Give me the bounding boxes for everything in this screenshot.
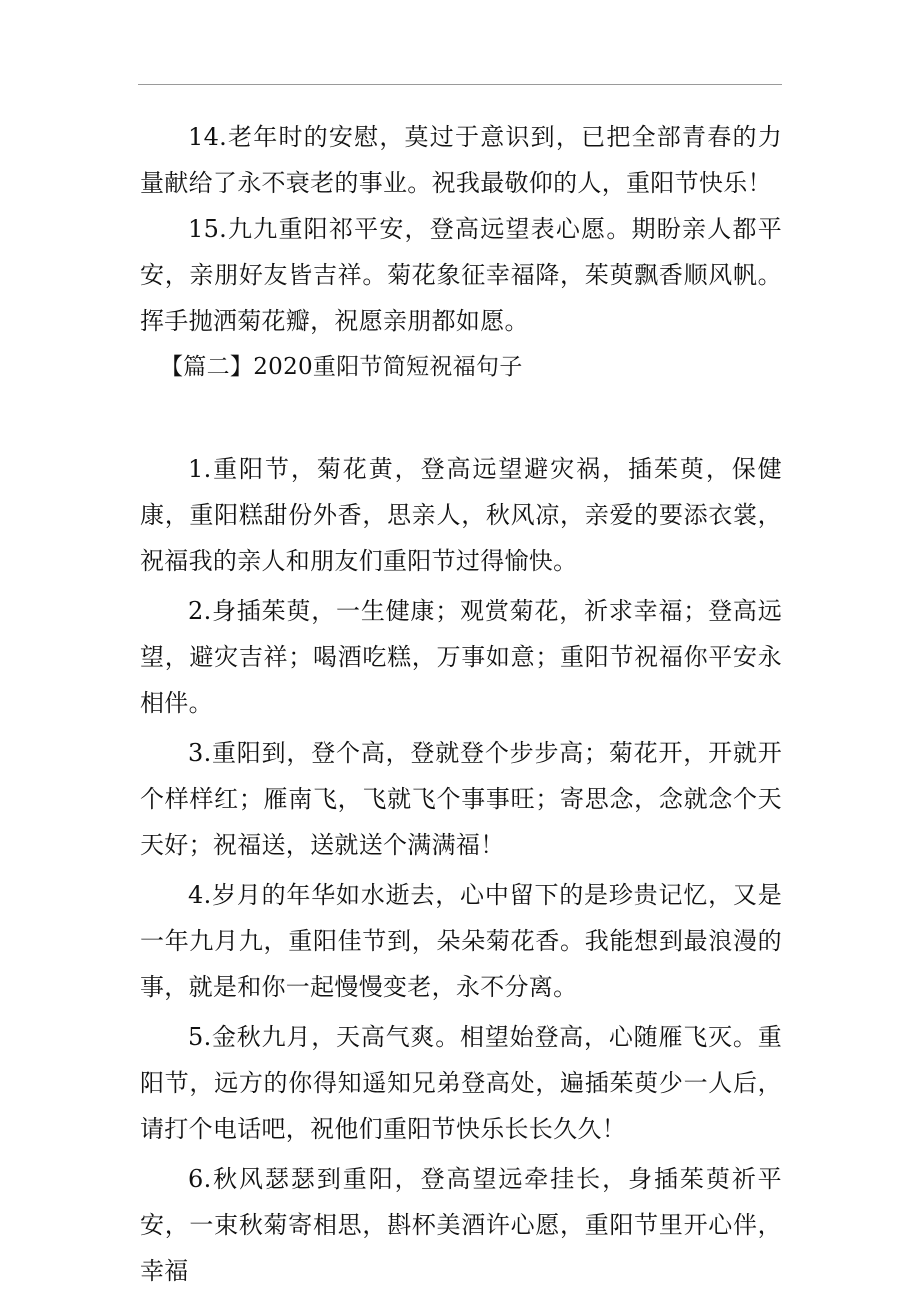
paragraph-14: 14.老年时的安慰，莫过于意识到，已把全部青春的力量献给了永不衰老的事业。祝我最敬仰的人，重阳节快乐！: [140, 123, 782, 197]
paragraph-item-3: 3.重阳到，登个高，登就登个步步高；菊花开，开就开个样样红；雁南飞，飞就飞个事事旺；寄思念，念就念个天天好；祝福送，送就送个满满福！: [140, 739, 782, 859]
header-rule: [138, 84, 782, 85]
document-body: [140, 114, 782, 1294]
paragraph-item-6: 6.秋风瑟瑟到重阳，登高望远牵挂长，身插茱萸祈平安，一束秋菊寄相思，斟杯美酒许心愿，重阳节里开心伴，幸福: [140, 1165, 782, 1285]
paragraph-15: 15.九九重阳祁平安，登高远望表心愿。期盼亲人都平安，亲朋好友皆吉祥。菊花象征幸福降，茱萸飘香顺风帆。挥手抛洒菊花瓣，祝愿亲朋都如愿。: [140, 215, 782, 335]
section-heading: 【篇二】2020重阳节简短祝福句子: [160, 354, 523, 380]
paragraph-item-5: 5.金秋九月，天高气爽。相望始登高，心随雁飞灭。重阳节，远方的你得知遥知兄弟登高处，遍插茱萸少一人后，请打个电话吧，祝他们重阳节快乐长长久久！: [140, 1023, 782, 1143]
section-spacer: [140, 390, 782, 446]
paragraph-item-4: 4.岁月的年华如水逝去，心中留下的是珍贵记忆，又是一年九月九，重阳佳节到，朵朵菊花香。我能想到最浪漫的事，就是和你一起慢慢变老，永不分离。: [140, 881, 782, 1001]
paragraph-item-2: 2.身插茱萸，一生健康；观赏菊花，祈求幸福；登高远望，避灾吉祥；喝酒吃糕，万事如意；重阳节祝福你平安永相伴。: [140, 597, 782, 717]
paragraph-item-1: 1.重阳节，菊花黄，登高远望避灾祸，插茱萸，保健康，重阳糕甜份外香，思亲人，秋风凉，亲爱的要添衣裳，祝福我的亲人和朋友们重阳节过得愉快。: [140, 455, 782, 575]
